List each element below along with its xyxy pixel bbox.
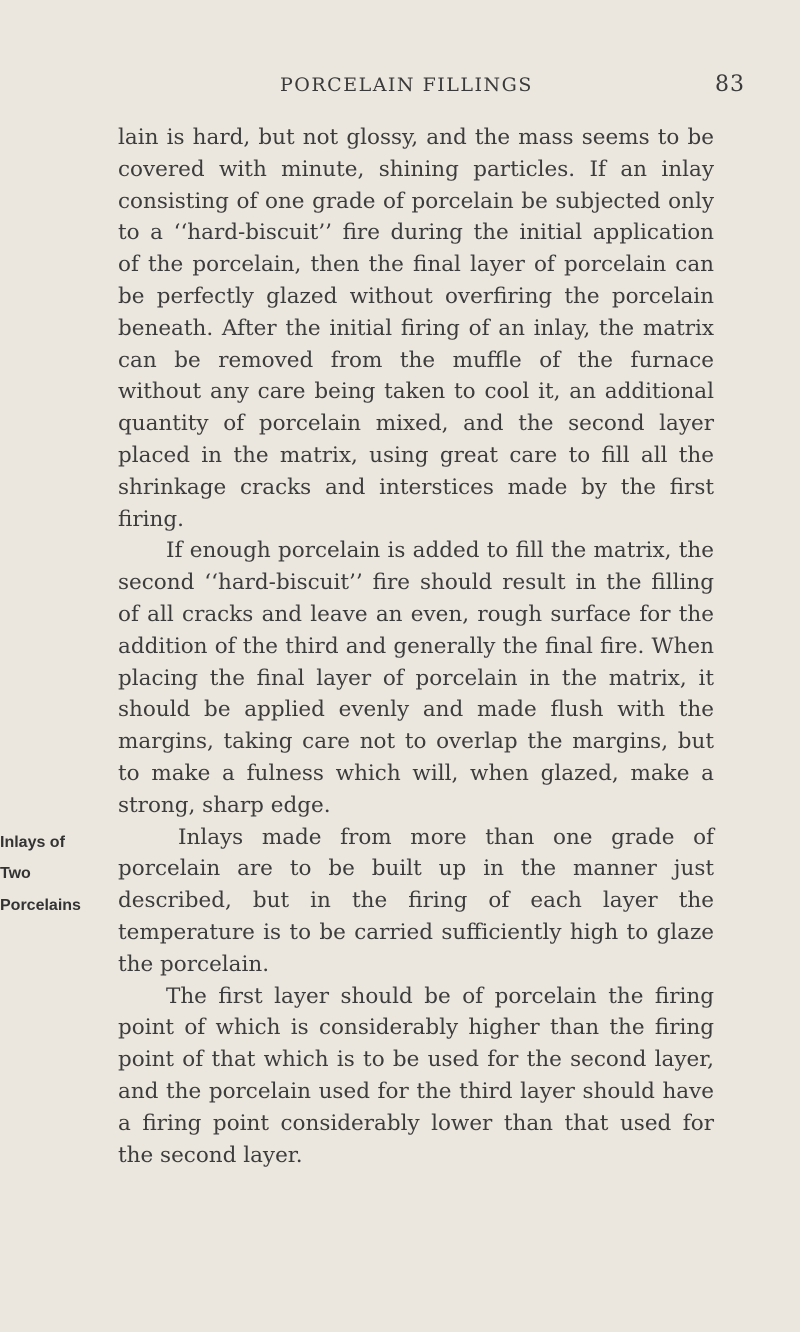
running-title: PORCELAIN FILLINGS (280, 74, 533, 96)
sidenote-line-3: Porcelains (0, 897, 81, 915)
margin-sidenote (0, 827, 100, 922)
paragraph-4: The first layer should be of porcelain the firing point of which is considerably higher than the firing point of that which is to be used for the second layer, and the porcelain used for the third layer should have a firing point considerably lower than that used for the second layer. (118, 983, 714, 1168)
running-head (0, 74, 800, 104)
sidenote-line-2: Two (0, 865, 31, 883)
paragraph-2: If enough porcelain is added to fill the matrix, the second ‘‘hard-biscuit’’ fire should result in the filling of all cracks and leave an even, rough surface for the addition of the third and generally the final fire. When placing the final layer of porcelain in the matrix, it should be applied evenly and made flush with the margins, taking care not to overlap the margins, but to make a fulness which will, when glazed, make a strong, sharp edge. (118, 538, 714, 818)
sidenote-line-1: Inlays of (0, 833, 65, 851)
page-number: 83 (715, 72, 745, 97)
paragraph-1: lain is hard, but not glossy, and the mass seems to be covered with minute, shining particles. If an inlay consisting of one grade of porcelain be subjected only to a ‘‘hard-biscuit’’ fire during the initial application of the porcelain, then the final layer of porcelain can be perfectly glazed without overfiring the porcelain beneath. After the initial firing of an inlay, the matrix can be removed from the muffle of the furnace without any care being taken to cool it, an additional quantity of porcelain mixed, and the second layer placed in the matrix, using great care to fill all the shrinkage cracks and interstices made by the first firing. (118, 125, 714, 532)
body-text (0, 122, 714, 1171)
sidenote-section (0, 822, 714, 981)
paragraph-3: Inlays made from more than one grade of porcelain are to be built up in the manner just described, but in the firing of each layer the temperature is to be carried sufficiently high to glaze the porcelain. (118, 824, 714, 977)
